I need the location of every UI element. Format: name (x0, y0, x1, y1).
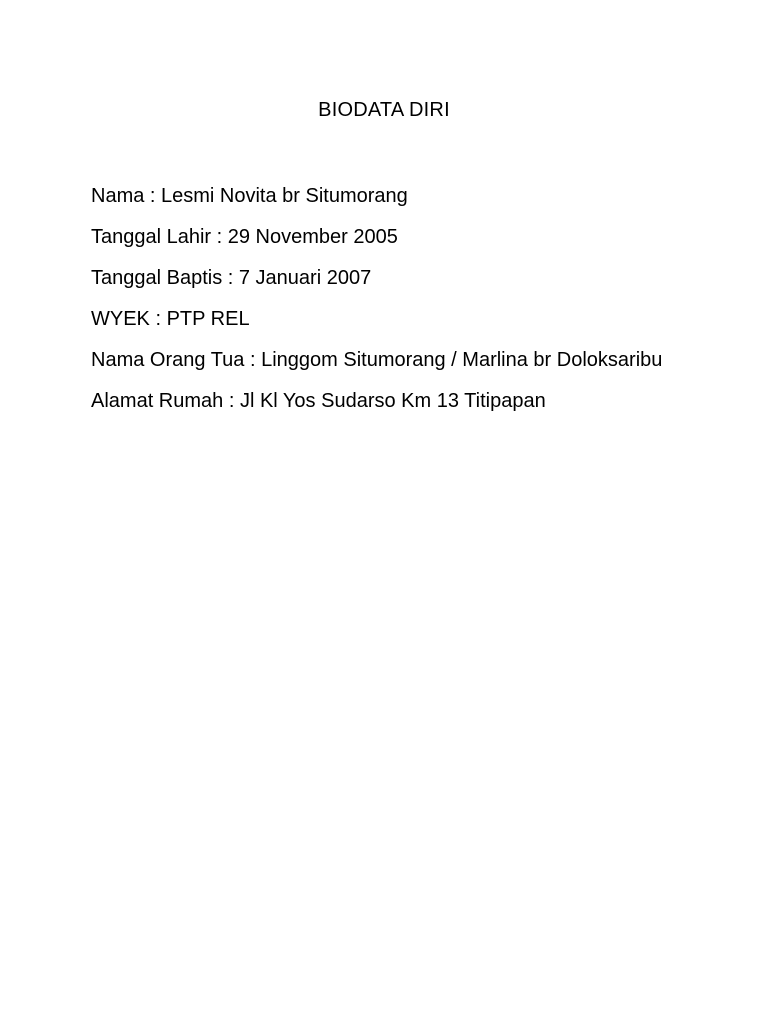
biodata-line-wyek: WYEK : PTP REL (91, 308, 250, 330)
biodata-list (91, 182, 741, 428)
biodata-line-birth-date: Tanggal Lahir : 29 November 2005 (91, 226, 398, 248)
biodata-line-name: Nama : Lesmi Novita br Situmorang (91, 185, 408, 207)
biodata-line-parents: Nama Orang Tua : Linggom Situmorang / Marlina br Doloksaribu (91, 349, 663, 371)
document-title: BIODATA DIRI (318, 99, 450, 121)
biodata-line-baptism-date: Tanggal Baptis : 7 Januari 2007 (91, 267, 372, 289)
biodata-line-address: Alamat Rumah : Jl Kl Yos Sudarso Km 13 Titipapan (91, 390, 546, 412)
